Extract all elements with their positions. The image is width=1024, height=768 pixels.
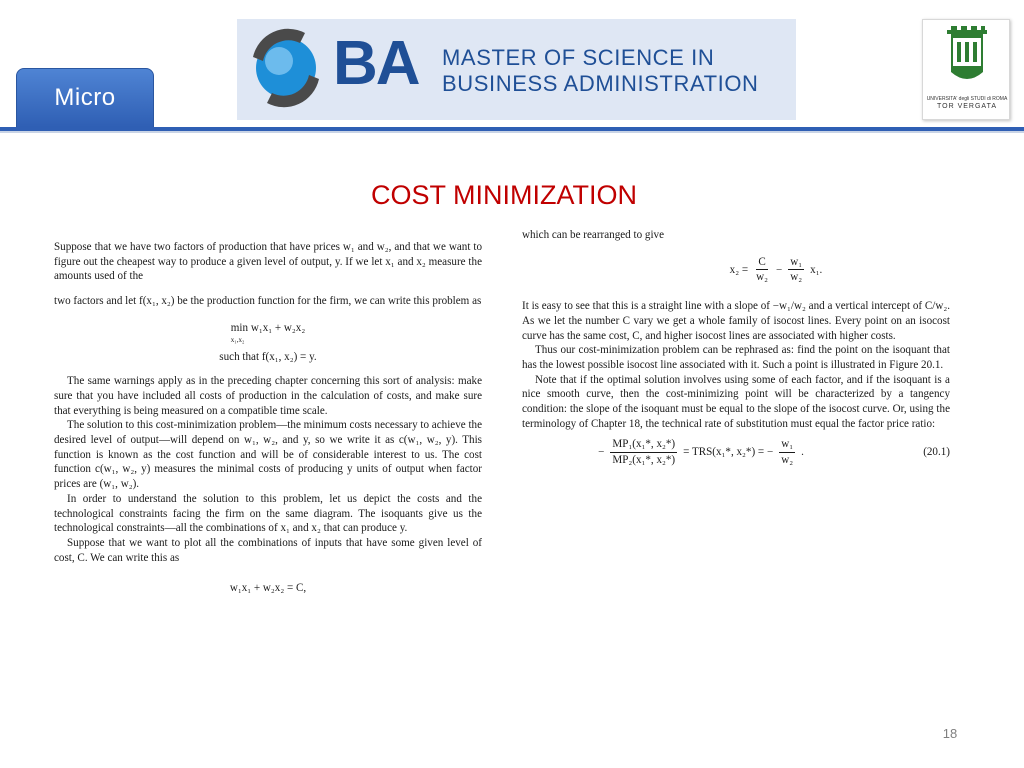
- equation-text: min w₁x₁ + w₂x₂: [230, 321, 306, 334]
- tower-icon: [923, 20, 1011, 96]
- university-logo: [922, 19, 1010, 120]
- equation-x2: [602, 255, 950, 285]
- globe-logo-icon: [245, 27, 327, 109]
- banner-title-line1: MASTER OF SCIENCE IN: [442, 45, 715, 70]
- fraction-numerator: C: [756, 255, 767, 271]
- fraction-denominator: w₂: [790, 271, 803, 284]
- university-name: UNIVERSITA' degli STUDI di ROMA: [926, 96, 1008, 102]
- paragraph: The same warnings apply as in the preceding chapter concerning this sort of analysis: make sure that you have included all costs of production in the calculation of costs, and make sure that everything is being measured on a compatible time scale.: [54, 375, 482, 417]
- page-number: 18: [942, 726, 958, 741]
- text-column-right: [522, 228, 950, 476]
- fraction-denominator: w₂: [756, 271, 768, 284]
- equation-isocost: [54, 581, 482, 596]
- text-column-left: [54, 240, 482, 604]
- equation-subscript: x₁,x₂: [230, 335, 245, 344]
- fraction-denominator: MP₂(x₁*, x₂*): [612, 454, 676, 467]
- equation-text: −: [598, 446, 605, 459]
- micro-tab[interactable]: Micro: [16, 68, 154, 128]
- paragraph: Note that if the optimal solution involves using some of each factor, and if the isoquant is a nice smooth curve, then the cost-minimizing point will be characterized by a tangency condition: the slope of the isoquant must be equal to the slope of the isocost curve. Or, using the terminology of Chapter 18, the technical rate of substitution must equal the factor price ratio:: [522, 373, 950, 430]
- header-divider-shadow: [0, 131, 1024, 133]
- paragraph: In order to understand the solution to this problem, let us depict the costs and the technological constraints facing the firm on the same diagram. The isoquants give us the technological constraints—all the combinations of x₁ and x₂ that can produce y.: [54, 492, 482, 535]
- equation-number: (20.1): [923, 446, 950, 459]
- paragraph: Suppose that we have two factors of production that have prices w₁ and w₂, and that we want to figure out the cheapest way to produce a given level of output, y. If we let x₁ and x₂ measure the amounts used of the: [54, 241, 482, 283]
- fraction-numerator: MP₁(x₁*, x₂*): [610, 437, 677, 453]
- fraction-numerator: w₁: [788, 255, 804, 271]
- paragraph: two factors and let f(x₁, x₂) be the production function for the firm, we can write this problem as: [54, 295, 482, 308]
- fraction-numerator: w₁: [779, 437, 795, 453]
- fraction-denominator: w₂: [781, 454, 794, 467]
- equation-text: w₁x₁ + w₂x₂ = C,: [229, 582, 307, 595]
- equation-text: such that f(x₁, x₂) = y.: [219, 350, 317, 363]
- equation-text: = TRS(x₁*, x₂*) = −: [683, 446, 774, 459]
- university-subname: TOR VERGATA: [936, 103, 997, 110]
- banner-mark: BA: [333, 29, 419, 98]
- paragraph: Thus our cost-minimization problem can be rephrased as: find the point on the isoquant that has the lowest possible isocost line associated with it. Such a point is illustrated in Figure 20.1.: [522, 344, 950, 371]
- paragraph: It is easy to see that this is a straight line with a slope of −w₁/w₂ and a vertical intercept of C/w₂. As we let the number C vary we get a whole family of isocost lines. Every point on an isocost curve has the same cost, C, and higher isocost lines are associated with higher costs.: [522, 300, 950, 342]
- equation-text: x₂ =: [729, 263, 749, 276]
- equation-constraint: [54, 350, 482, 365]
- program-banner: [237, 19, 796, 120]
- paragraph: Suppose that we want to plot all the combinations of inputs that have some given level of cost, C. We can write this as: [54, 536, 482, 564]
- equation-text: x₁.: [810, 263, 823, 276]
- paragraph: The solution to this cost-minimization problem—the minimum costs necessary to achieve the desired level of output—will depend on w₁, w₂, and y, so we write it as c(w₁, w₂, y). This function is known as the cost function and will be of considerable interest to us. The cost function c(w₁, w₂, y) measures the minimal costs of producing y units of output when factor prices are (w₁, w₂).: [54, 419, 483, 491]
- equation-min: [54, 321, 482, 344]
- paragraph: which can be rearranged to give: [522, 229, 664, 241]
- slide-title: COST MINIMIZATION: [371, 180, 637, 210]
- equation-text: −: [775, 263, 783, 276]
- banner-title-line2: BUSINESS ADMINISTRATION: [442, 71, 759, 96]
- equation-text: .: [801, 446, 804, 459]
- equation-trs: [522, 437, 950, 467]
